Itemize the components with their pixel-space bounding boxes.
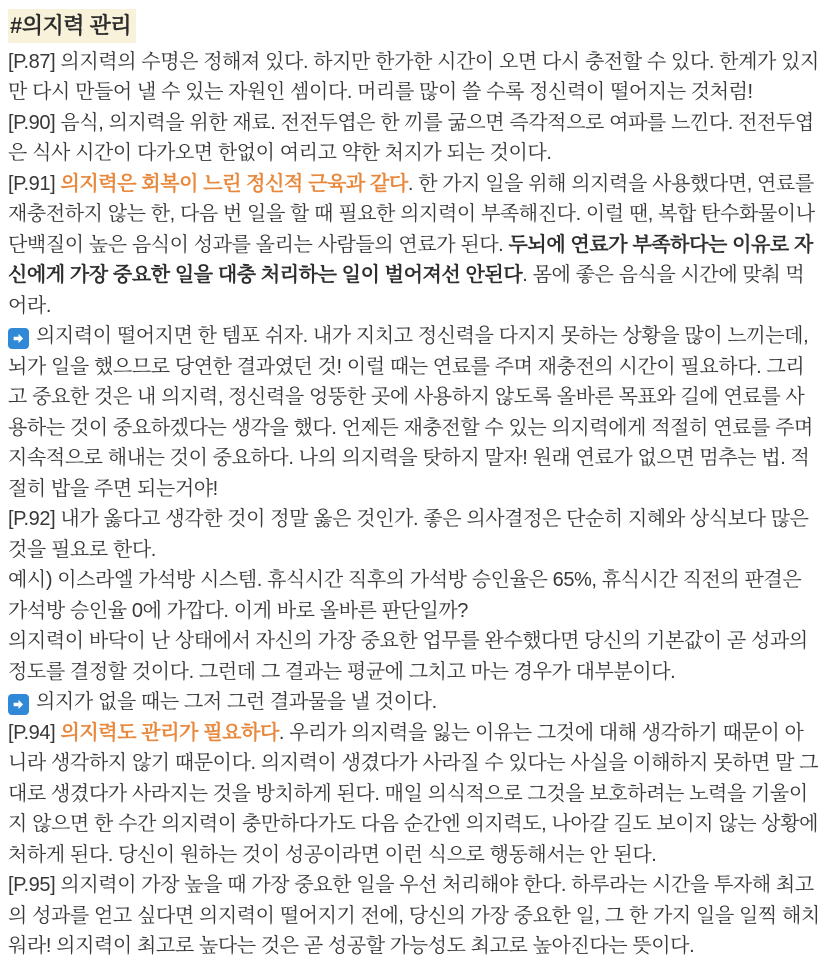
paragraph — [8, 565, 820, 626]
right-arrow-icon — [8, 328, 29, 349]
text-segment: 두뇌에 연료가 부족하다는 이유로 자신에게 가장 중요한 일을 대충 처리하는 일이 벌어져선 안된다 — [8, 233, 813, 286]
text-segment: 의지력이 떨어지면 한 템포 쉬자. 내가 지치고 정신력을 다지지 못하는 상황을 많이 느끼는데, 뇌가 일을 했으므로 당연한 결과였던 것! 이럴 때는 연료를 주며 재충전의 시간이 필요하다. 그리고 중요한 것은 내 의지력, 정신력을 엉뚱한 곳에 사용하지 않도록 올바른 목표와 길에 연료를 사용하는 것이 중요하겠다는 생각을 했다. 언제든 재충전할 수 있는 의지력에게 적절히 연료를 주며 지속적으로 해내는 것이 중요하다. 나의 의지력을 탓하지 말자! 원래 연료가 없으면 멈추는 법. 적절히 밥을 주면 되는거야! — [8, 325, 813, 500]
text-segment: [P.91] — [8, 172, 61, 195]
paragraph — [8, 870, 820, 962]
paragraph — [8, 169, 820, 322]
text-segment: [P.94] — [8, 721, 61, 744]
arrow-note-paragraph — [8, 321, 820, 504]
paragraph — [8, 47, 820, 108]
paragraph — [8, 718, 820, 871]
document-body — [8, 47, 820, 962]
text-segment: 예시) 이스라엘 가석방 시스템. 휴식시간 직후의 가석방 승인율은 65%, 휴식시간 직전의 판결은 가석방 승인율 0에 가깝다. 이게 바로 올바른 판단일까? — [8, 569, 802, 622]
text-segment: [P.92] 내가 옳다고 생각한 것이 정말 옳은 것인가. 좋은 의사결정은 단순히 지혜와 상식보다 많은 것을 필요로 한다. — [8, 508, 809, 561]
text-segment: 의지력도 관리가 필요하다 — [60, 721, 279, 744]
text-segment: [P.90] 음식, 의지력을 위한 재료. 전전두엽은 한 끼를 굶으면 즉각적으로 여파를 느낀다. 전전두엽은 식사 시간이 다가오면 한없이 여리고 약한 처지가 되는 것이다. — [8, 111, 814, 164]
paragraph — [8, 108, 820, 169]
text-segment: [P.95] 의지력이 가장 높을 때 가장 중요한 일을 우선 처리해야 한다. 하루라는 시간을 투자해 최고의 성과를 얻고 싶다면 의지력이 떨어지기 전에, 당신의 가장 중요한 일, 그 한 가지 일을 일찍 해치워라! 의지력이 최고로 높다는 것은 곧 성공할 가능성도 최고로 높아진다는 뜻이다. — [8, 874, 820, 957]
right-arrow-icon — [8, 694, 29, 715]
text-segment: 의지력은 회복이 느린 정신적 근육과 같다 — [60, 172, 408, 195]
page-title: #의지력 관리 — [8, 9, 136, 43]
paragraph — [8, 626, 820, 687]
text-segment: 의지력이 바닥이 난 상태에서 자신의 가장 중요한 업무를 완수했다면 당신의 기본값이 곧 성과의 정도를 결정할 것이다. 그런데 그 결과는 평균에 그치고 마는 경우가 대부분이다. — [8, 630, 808, 683]
text-segment: [P.87] 의지력의 수명은 정해져 있다. 하지만 한가한 시간이 오면 다시 충전할 수 있다. 한계가 있지만 다시 만들어 낼 수 있는 자원인 셈이다. 머리를 많이 쓸 수록 정신력이 떨어지는 것처럼! — [8, 50, 819, 103]
paragraph — [8, 504, 820, 565]
text-segment: 의지가 없을 때는 그저 그런 결과물을 낼 것이다. — [36, 691, 437, 713]
text-segment: . 몸에 좋은 음식을 시간에 맞춰 먹어라. — [8, 264, 805, 317]
text-segment: . 우리가 의지력을 잃는 이유는 그것에 대해 생각하기 때문이 아니라 생각하지 않기 때문이다. 의지력이 생겼다가 사라질 수 있다는 사실을 이해하지 못하면 말 그대로 생겼다가 사라지는 것을 방치하게 된다. 매일 의식적으로 그것을 보호하려는 노력을 기울이지 않으면 한 수간 의지력이 충만하다가도 다음 순간엔 의지력도, 나아갈 길도 보이지 않는 상황에 처하게 된다. 당신이 원하는 것이 성공이라면 이런 식으로 행동해서는 안 된다. — [8, 721, 819, 866]
text-segment: . 한 가지 일을 위해 의지력을 사용했다면, 연료를 재충전하지 않는 한, 다음 번 일을 할 때 필요한 의지력이 부족해진다. 이럴 땐, 복합 탄수화물이나 단백질이 높은 음식이 성과를 올리는 사람들의 연료가 된다. — [8, 172, 815, 256]
arrow-note-paragraph — [8, 687, 820, 718]
